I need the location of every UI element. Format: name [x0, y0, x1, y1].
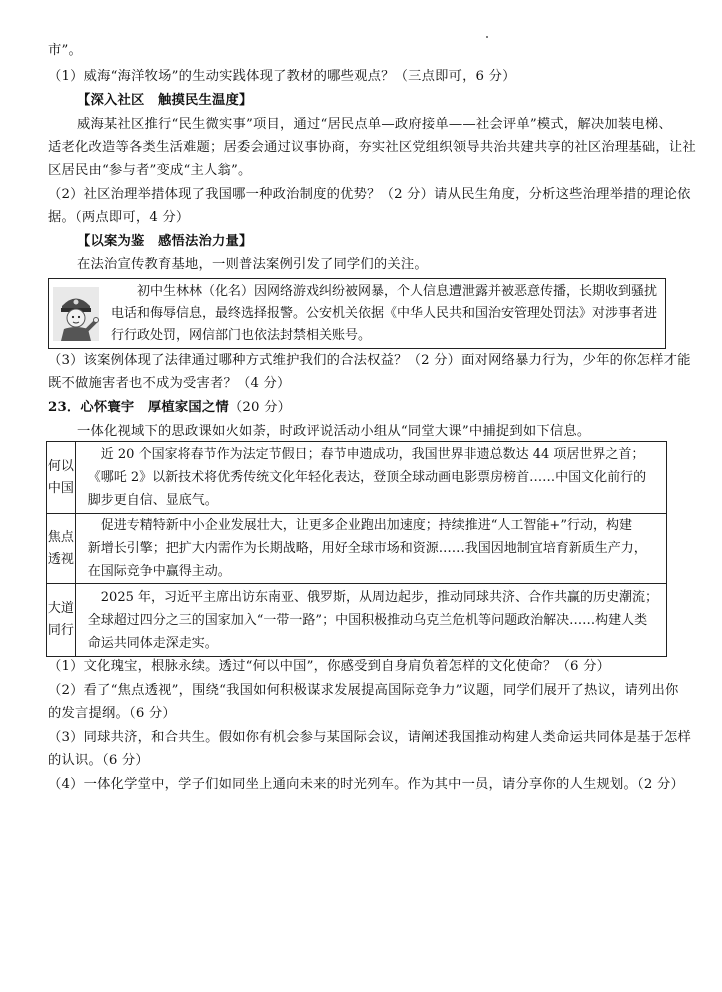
question-3-line-1: （3）该案例体现了法律通过哪种方式维护我们的合法权益？（2 分）面对网络暴力行为，少年的你怎样才能 — [48, 353, 691, 368]
sub-question-3-line-1: （3）同球共济，和合共生。假如你有机会参与某国际会议，请阐述我国推动构建人类命运共同体是基于怎样 — [48, 730, 692, 745]
table-row — [47, 584, 667, 657]
row-text-line: 新增长引擎；把扩大内需作为长期战略，用好全球市场和资源……我国因地制宜培育新质生产力， — [87, 541, 647, 556]
top-fragment: 市”。 — [48, 43, 82, 58]
section-heading-community: 【深入社区 触摸民生温度】 — [77, 93, 253, 108]
row-text-line: 在国际竞争中赢得主动。 — [87, 564, 231, 579]
row-text-line: 2025 年，习近平主席出访东南亚、俄罗斯，从周边起步，推动同球共济、合作共赢的历史潮流； — [87, 589, 658, 605]
row-label-line: 焦点 — [47, 529, 74, 545]
row-label — [47, 442, 76, 514]
sub-question-3-line-2: 的认识。（6 分） — [48, 753, 149, 768]
row-text-line: 全球超过四分之三的国家加入“一带一路”；中国积极推动乌克兰危机等问题政治解决……构建人类 — [87, 612, 648, 628]
question-3-line-2: 既不做施害者也不成为受害者？（4 分） — [48, 376, 291, 391]
question-23-heading — [48, 397, 291, 419]
question-23-title: 23．心怀寰宇 厚植家国之情 — [48, 400, 229, 415]
case-text-line-3: 行行政处罚，网信部门也依法封禁相关账号。 — [111, 328, 372, 343]
row-text-line: 命运共同体走深走实。 — [87, 635, 218, 651]
community-paragraph-line-3: 区居民由“参与者”变成“主人翁”。 — [48, 163, 252, 178]
sub-question-1: （1）文化瑰宝，根脉永续。透过“何以中国”，你感受到自身肩负着怎样的文化使命？（6 分） — [48, 659, 611, 674]
table-row — [47, 514, 667, 584]
row-label-line: 中国 — [47, 480, 74, 496]
row-text-line: 近 20 个国家将春节作为法定节假日；春节申遗成功，我国世界非遗总数达 44 项居世界之首； — [87, 447, 645, 462]
row-content — [75, 442, 666, 514]
community-paragraph-line-2: 适老化改造等各类生活难题；居委会通过议事协商，夯实社区党组织领导共治共建共享的社区治理基础，让社 — [48, 140, 696, 155]
row-label-line: 何以 — [47, 458, 74, 474]
law-intro: 在法治宣传教育基地，一则普法案例引发了同学们的关注。 — [77, 257, 428, 272]
row-content — [75, 584, 666, 657]
row-label-line: 同行 — [47, 623, 74, 638]
section-heading-law: 【以案为鉴 感悟法治力量】 — [77, 234, 253, 249]
info-table — [46, 441, 667, 657]
scan-speck — [486, 36, 488, 38]
row-label-line: 透视 — [47, 551, 74, 567]
row-label — [47, 514, 76, 584]
sub-question-2-line-1: （2）看了“焦点透视”，围绕“我国如何积极谋求发展提高国际竞争力”议题，同学们展开了热议，请列出你 — [48, 683, 679, 698]
sub-question-4: （4）一体化学堂中，学子们如同坐上通向未来的时光列车。作为其中一员，请分享你的人生规划。（2 分） — [48, 777, 684, 792]
table-row — [47, 442, 667, 514]
question-1: （1）威海“海洋牧场”的生动实践体现了教材的哪些观点？（三点即可，6 分） — [48, 69, 516, 84]
question-2-line-1: （2）社区治理举措体现了我国哪一种政治制度的优势？（2 分）请从民生角度，分析这些治理举措的理论依 — [48, 187, 691, 202]
row-text-line: 促进专精特新中小企业发展壮大，让更多企业跑出加速度；持续推进“人工智能+”行动，构建 — [87, 518, 632, 533]
police-officer-icon — [53, 287, 99, 341]
activity-intro: 一体化视域下的思政课如火如荼，时政评说活动小组从“同堂大课”中捕捉到如下信息。 — [77, 424, 591, 439]
row-content — [75, 514, 666, 584]
row-label — [47, 584, 76, 657]
row-text-line: 《哪吒 2》以新技术将优秀传统文化年轻化表达，登顶全球动画电影票房榜首……中国文化前行的 — [87, 470, 647, 485]
case-text-line-2: 电话和侮辱信息，最终选择报警。公安机关依据《中华人民共和国治安管理处罚法》对涉事者进 — [111, 306, 658, 321]
community-paragraph-line-1: 威海某社区推行“民生微实事”项目，通过“居民点单—政府接单——社会评单”模式，解决加装电梯、 — [77, 117, 672, 132]
question-2-line-2: 据。（两点即可，4 分） — [48, 210, 190, 225]
row-label-line: 大道 — [47, 601, 74, 616]
sub-question-2-line-2: 的发言提纲。（6 分） — [48, 706, 176, 721]
row-text-line: 脚步更自信、显底气。 — [87, 493, 218, 508]
case-text-line-1: 初中生林林（化名）因网络游戏纠纷被网暴，个人信息遭泄露并被恶意传播，长期收到骚扰 — [137, 284, 658, 299]
case-box — [48, 278, 666, 349]
question-23-points: （20 分） — [228, 400, 292, 415]
